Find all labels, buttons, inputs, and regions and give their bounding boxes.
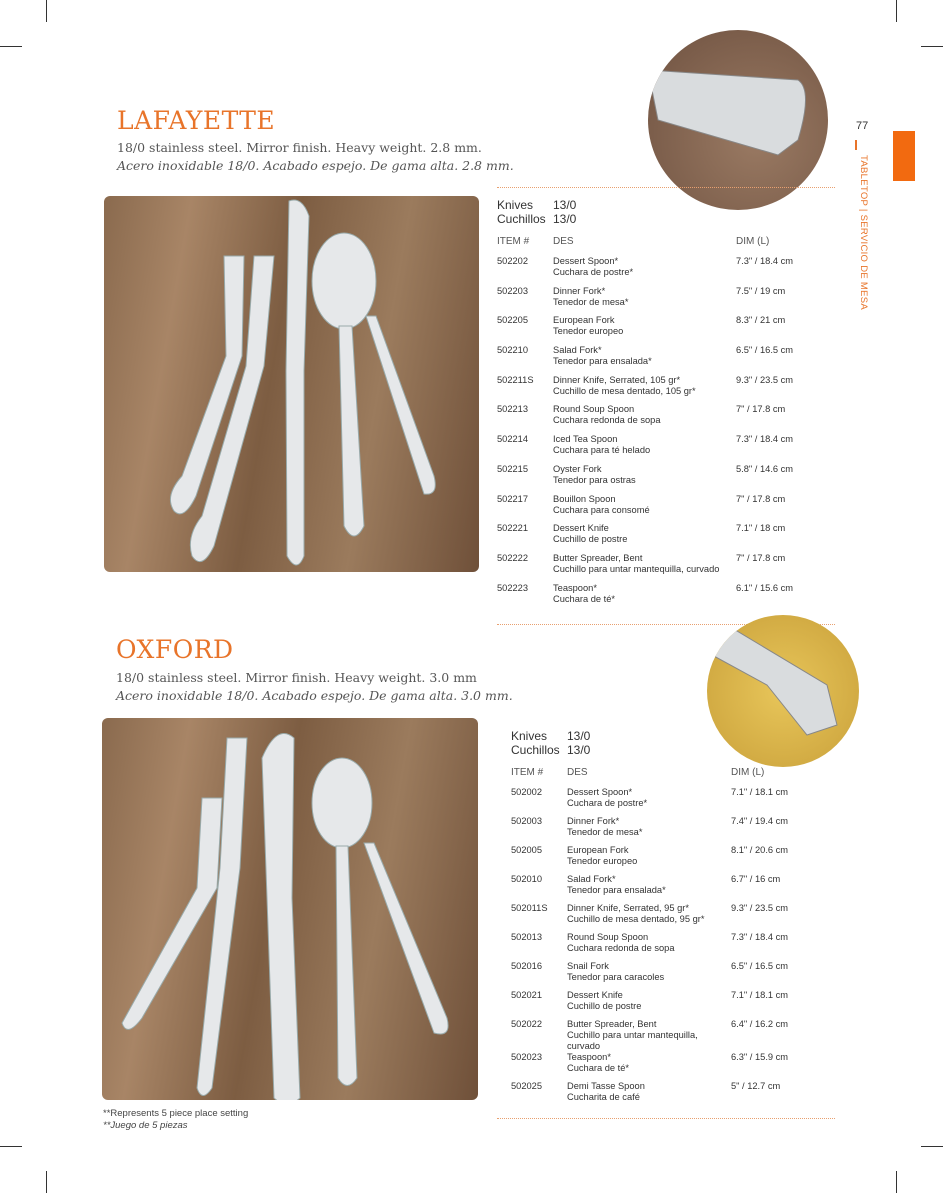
description-es: Cuchillo de mesa dentado, 95 gr* <box>567 914 705 924</box>
item-dimension: 7.4" / 19.4 cm <box>731 816 789 826</box>
description-en: European Fork <box>553 315 615 326</box>
description-en: Teaspoon* <box>567 1052 611 1062</box>
item-number: 502214 <box>497 434 529 445</box>
item-number: 502211S <box>497 374 534 385</box>
description-en: Snail Fork <box>567 961 609 971</box>
item-description <box>567 990 731 1019</box>
item-number: 502010 <box>511 874 543 884</box>
description-es: Tenedor europeo <box>567 856 638 866</box>
cuchillos-label: Cuchillos <box>497 212 546 226</box>
table-row <box>497 286 837 316</box>
item-number: 502215 <box>497 463 529 474</box>
item-dimension: 7.3" / 18.4 cm <box>736 434 794 445</box>
knives-label: Knives <box>511 729 548 743</box>
header-des: DES <box>567 767 588 778</box>
item-dimension: 6.7" / 16 cm <box>731 874 781 884</box>
item-dimension: 6.5" / 16.5 cm <box>731 961 789 971</box>
table-row <box>497 553 837 583</box>
description-en: Dinner Fork* <box>567 816 620 826</box>
description-es: Cuchara de té* <box>553 593 616 604</box>
item-description <box>567 1081 731 1110</box>
description-es: Tenedor europeo <box>553 326 624 337</box>
item-description <box>553 494 736 524</box>
item-dimension: 8.3" / 21 cm <box>736 315 786 326</box>
table-row <box>497 523 837 553</box>
lafayette-title: LAFAYETTE <box>117 106 276 135</box>
table-row <box>497 404 837 434</box>
description-es: Tenedor para ostras <box>553 474 636 485</box>
item-dimension: 7.1" / 18.1 cm <box>731 990 789 1000</box>
description-es: Cuchillo de mesa dentado, 105 gr* <box>553 385 696 396</box>
item-number: 502217 <box>497 493 529 504</box>
item-dimension: 6.1" / 15.6 cm <box>736 582 794 593</box>
item-number: 502221 <box>497 523 529 534</box>
table-row <box>511 1081 841 1110</box>
table-row <box>511 932 841 961</box>
item-number: 502013 <box>511 932 543 942</box>
lafayette-desc-es: Acero inoxidable 18/0. Acabado espejo. De gama alta. 2.8 mm. <box>117 158 514 173</box>
item-number: 502222 <box>497 552 529 563</box>
item-dimension: 7.5" / 19 cm <box>736 285 786 296</box>
knives-label: Knives <box>497 198 534 212</box>
header-dim: DIM (L) <box>736 236 770 247</box>
table-row <box>511 903 841 932</box>
description-es: Cuchara redonda de sopa <box>553 415 661 426</box>
description-es: Cuchara para consomé <box>553 504 650 515</box>
oxford-desc-es: Acero inoxidable 18/0. Acabado espejo. De gama alta. 3.0 mm. <box>116 688 513 703</box>
description-es: Cuchara para té helado <box>553 445 651 456</box>
table-row <box>511 1019 841 1052</box>
description-en: Salad Fork* <box>567 874 616 884</box>
item-description <box>553 434 736 464</box>
cuchillos-label: Cuchillos <box>511 743 560 757</box>
section-divider <box>855 140 857 150</box>
table-row <box>497 494 837 524</box>
item-number: 502005 <box>511 845 543 855</box>
item-number: 502011S <box>511 903 548 913</box>
description-es: Cucharita de café <box>567 1092 640 1102</box>
description-es: Tenedor de mesa* <box>567 827 643 837</box>
table-row <box>497 315 837 345</box>
item-dimension: 7" / 17.8 cm <box>736 404 786 415</box>
item-description <box>553 345 736 375</box>
table-row <box>497 375 837 405</box>
header-item: ITEM # <box>497 236 530 247</box>
item-dimension: 9.3" / 23.5 cm <box>731 903 789 913</box>
table-row <box>497 583 837 613</box>
oxford-product-photo <box>102 718 478 1100</box>
oxford-desc-en: 18/0 stainless steel. Mirror finish. Heavy weight. 3.0 mm <box>116 670 477 685</box>
lafayette-top-divider <box>497 187 835 188</box>
description-en: Iced Tea Spoon <box>553 434 618 445</box>
item-dimension: 7" / 17.8 cm <box>736 493 786 504</box>
description-es: Cuchara redonda de sopa <box>567 943 675 953</box>
item-number: 502210 <box>497 345 529 356</box>
table-row <box>511 990 841 1019</box>
item-description <box>553 286 736 316</box>
item-description <box>567 1052 731 1081</box>
table-row <box>511 787 841 816</box>
description-es: Cuchara de postre* <box>567 798 648 808</box>
item-number: 502223 <box>497 582 529 593</box>
description-en: Teaspoon* <box>553 582 597 593</box>
item-number: 502021 <box>511 990 543 1000</box>
item-description <box>567 932 731 961</box>
table-row <box>497 345 837 375</box>
item-dimension: 6.4" / 16.2 cm <box>731 1019 789 1029</box>
item-description <box>567 874 731 903</box>
item-description <box>553 523 736 553</box>
description-es: Cuchillo de postre <box>567 1001 642 1011</box>
item-dimension: 8.1" / 20.6 cm <box>731 845 789 855</box>
item-dimension: 6.3" / 15.9 cm <box>731 1052 789 1062</box>
description-en: Dessert Knife <box>567 990 623 1000</box>
item-dimension: 5.8" / 14.6 cm <box>736 463 794 474</box>
description-es: Tenedor de mesa* <box>553 296 629 307</box>
item-number: 502025 <box>511 1081 543 1091</box>
item-dimension: 9.3" / 23.5 cm <box>736 374 794 385</box>
description-en: Butter Spreader, Bent <box>567 1019 657 1029</box>
item-description <box>567 845 731 874</box>
item-number: 502213 <box>497 404 529 415</box>
table-row <box>511 1052 841 1081</box>
description-en: Butter Spreader, Bent <box>553 552 643 563</box>
table-row <box>511 961 841 990</box>
item-dimension: 7.3" / 18.4 cm <box>731 932 789 942</box>
table-row <box>497 256 837 286</box>
table-row <box>511 845 841 874</box>
item-dimension: 7.1" / 18 cm <box>736 523 786 534</box>
oxford-bottom-divider <box>497 1118 835 1119</box>
item-description <box>553 375 736 405</box>
description-en: Bouillon Spoon <box>553 493 616 504</box>
oxford-spec-table <box>511 729 841 1110</box>
item-dimension: 7" / 17.8 cm <box>736 552 786 563</box>
page-number: 77 <box>856 120 869 132</box>
description-en: Dessert Spoon* <box>553 256 619 266</box>
lafayette-product-photo <box>104 196 479 572</box>
section-tab-marker <box>893 131 915 181</box>
item-description <box>567 787 731 816</box>
item-description <box>553 553 736 583</box>
oxford-title: OXFORD <box>116 635 234 664</box>
item-number: 502002 <box>511 787 543 797</box>
description-es: Tenedor para ensalada* <box>553 356 652 367</box>
header-dim: DIM (L) <box>731 767 765 778</box>
footnote-es: **Juego de 5 piezas <box>103 1120 188 1131</box>
knives-gauge: 13/0 <box>567 729 591 743</box>
header-item: ITEM # <box>511 767 544 778</box>
side-tab-label: TABLETOP | SERVICIO DE MESA <box>858 155 869 311</box>
description-en: Dinner Knife, Serrated, 105 gr* <box>553 374 681 385</box>
table-row <box>511 816 841 845</box>
item-number: 502023 <box>511 1052 543 1062</box>
lafayette-spec-table <box>497 198 837 612</box>
item-description <box>553 583 736 613</box>
item-description <box>553 404 736 434</box>
description-es: Cuchillo de postre <box>553 534 628 545</box>
item-number: 502003 <box>511 816 543 826</box>
item-number: 502205 <box>497 315 529 326</box>
footnote-en: **Represents 5 piece place setting <box>103 1108 249 1119</box>
description-es: Tenedor para ensalada* <box>567 885 666 895</box>
item-description <box>567 903 731 932</box>
item-dimension: 7.1" / 18.1 cm <box>731 787 789 797</box>
cuchillos-gauge: 13/0 <box>567 743 591 757</box>
item-number: 502203 <box>497 285 529 296</box>
description-en: Dinner Knife, Serrated, 95 gr* <box>567 903 689 913</box>
cuchillos-gauge: 13/0 <box>553 212 577 226</box>
knives-gauge: 13/0 <box>553 198 577 212</box>
lafayette-handle-detail-photo <box>648 30 828 210</box>
description-en: Round Soup Spoon <box>567 932 649 942</box>
item-dimension: 6.5" / 16.5 cm <box>736 345 794 356</box>
description-en: Round Soup Spoon <box>553 404 635 415</box>
item-number: 502202 <box>497 256 529 266</box>
header-des: DES <box>553 236 574 247</box>
item-dimension: 7.3" / 18.4 cm <box>736 256 794 266</box>
description-en: Oyster Fork <box>553 463 602 474</box>
item-number: 502016 <box>511 961 543 971</box>
item-dimension: 5" / 12.7 cm <box>731 1081 781 1091</box>
item-description <box>567 961 731 990</box>
description-en: Demi Tasse Spoon <box>567 1081 645 1091</box>
description-es: Cuchillo para untar mantequilla, curvado <box>553 563 720 574</box>
description-en: Dessert Knife <box>553 523 609 534</box>
item-description <box>553 464 736 494</box>
description-es: Cuchara de postre* <box>553 267 634 277</box>
description-es: Cuchara de té* <box>567 1063 630 1073</box>
description-en: Dessert Spoon* <box>567 787 633 797</box>
item-description <box>567 1019 731 1052</box>
table-row <box>497 434 837 464</box>
lafayette-desc-en: 18/0 stainless steel. Mirror finish. Heavy weight. 2.8 mm. <box>117 140 482 155</box>
item-description <box>567 816 731 845</box>
description-en: Dinner Fork* <box>553 285 606 296</box>
table-row <box>497 464 837 494</box>
item-number: 502022 <box>511 1019 543 1029</box>
description-es: Cuchillo para untar mantequilla, curvado <box>567 1030 698 1051</box>
description-es: Tenedor para caracoles <box>567 972 665 982</box>
item-description <box>553 256 736 286</box>
description-en: European Fork <box>567 845 629 855</box>
table-row <box>511 874 841 903</box>
item-description <box>553 315 736 345</box>
description-en: Salad Fork* <box>553 345 602 356</box>
